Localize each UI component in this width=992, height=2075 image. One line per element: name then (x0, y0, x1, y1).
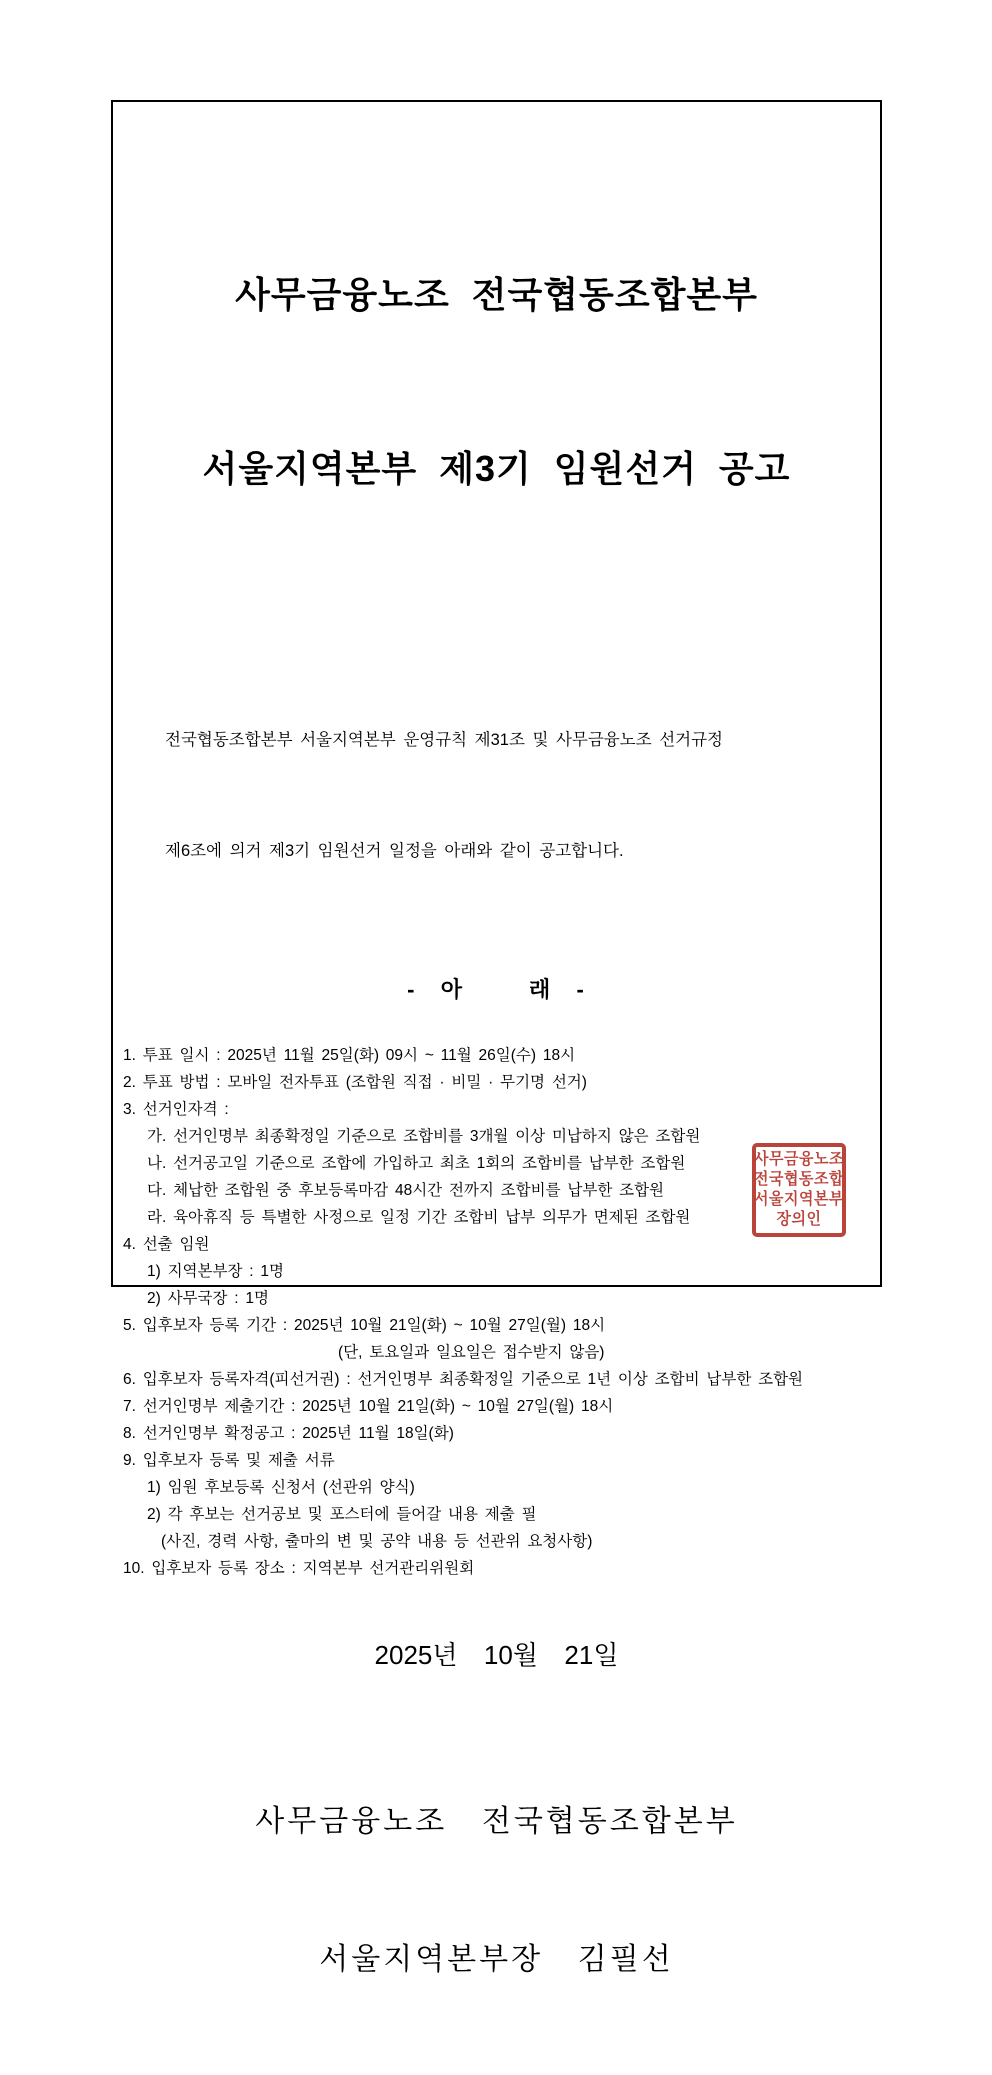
notice-line: 2. 투표 방법 : 모바일 전자투표 (조합원 직접 · 비밀 · 무기명 선거) (123, 1074, 587, 1091)
seal-text-row: 장의인 (776, 1210, 822, 1229)
notice-line: 1) 지역본부장 : 1명 (147, 1263, 284, 1280)
official-seal-stamp (752, 1143, 846, 1237)
signature-line1: 사무금융노조 전국협동조합본부 (255, 1805, 738, 1838)
seal-text-row: 서울지역본부 (754, 1190, 844, 1209)
notice-line: 1. 투표 일시 : 2025년 11월 25일(화) 09시 ~ 11월 26일(수) 18시 (123, 1047, 576, 1064)
notice-line: 2) 각 후보는 선거공보 및 포스터에 들어갈 내용 제출 필 (147, 1506, 537, 1523)
notice-intro (165, 648, 850, 944)
signature (113, 1707, 880, 2075)
signature-line2: 서울지역본부장 김필선 (319, 1943, 674, 1976)
notice-line: 6. 입후보자 등록자격(피선거권) : 선거인명부 최종확정일 기준으로 1년 이상 조합비 납부한 조합원 (123, 1371, 804, 1388)
notice-line: 라. 육아휴직 등 특별한 사정으로 일정 기간 조합비 납부 의무가 면제된 조합원 (147, 1209, 691, 1226)
notice-title-line2: 서울지역본부 제3기 임원선거 공고 (202, 448, 791, 489)
notice-line: 다. 체납한 조합원 중 후보등록마감 48시간 전까지 조합비를 납부한 조합원 (147, 1182, 665, 1199)
notice-intro-line2: 제6조에 의거 제3기 임원선거 일정을 아래와 같이 공고합니다. (165, 842, 624, 860)
below-divider: - 아 래 - (407, 977, 586, 1002)
notice-date: 2025년 10월 21일 (374, 1640, 619, 1670)
notice-title (113, 150, 880, 614)
seal-text-row: 사무금융노조 (754, 1150, 844, 1169)
notice-line: 3. 선거인자격 : (123, 1101, 229, 1118)
notice-line: (단, 토요일과 일요일은 접수받지 않음) (338, 1344, 605, 1361)
notice-line: 8. 선거인명부 확정공고 : 2025년 11월 18일(화) (123, 1425, 454, 1442)
notice-line: 7. 선거인명부 제출기간 : 2025년 10월 21일(화) ~ 10월 27일(월) 18시 (123, 1398, 614, 1415)
notice-line: 1) 임원 후보등록 신청서 (선관위 양식) (147, 1479, 415, 1496)
notice-line: 4. 선출 임원 (123, 1236, 210, 1253)
seal-text-row: 전국협동조합 (754, 1170, 844, 1189)
notice-line: 나. 선거공고일 기준으로 조합에 가입하고 최초 1회의 조합비를 납부한 조합원 (147, 1155, 686, 1172)
notice-sheet-border (111, 100, 882, 1976)
notice-line: 가. 선거인명부 최종확정일 기준으로 조합비를 3개월 이상 미납하지 않은 조합원 (147, 1128, 701, 1145)
notice-items (123, 1042, 876, 1582)
notice-line: 2) 사무국장 : 1명 (147, 1290, 269, 1307)
notice-line: 5. 입후보자 등록 기간 : 2025년 10월 21일(화) ~ 10월 27일(월) 18시 (123, 1317, 606, 1334)
notice-title-line1: 사무금융노조 전국협동조합본부 (235, 274, 758, 315)
notice-line: (사진, 경력 사항, 출마의 변 및 공약 내용 등 선관위 요청사항) (161, 1533, 593, 1550)
notice-intro-line1: 전국협동조합본부 서울지역본부 운영규칙 제31조 및 사무금융노조 선거규정 (165, 731, 723, 749)
notice-line: 10. 입후보자 등록 장소 : 지역본부 선거관리위원회 (123, 1560, 475, 1577)
notice-line: 9. 입후보자 등록 및 제출 서류 (123, 1452, 335, 1469)
